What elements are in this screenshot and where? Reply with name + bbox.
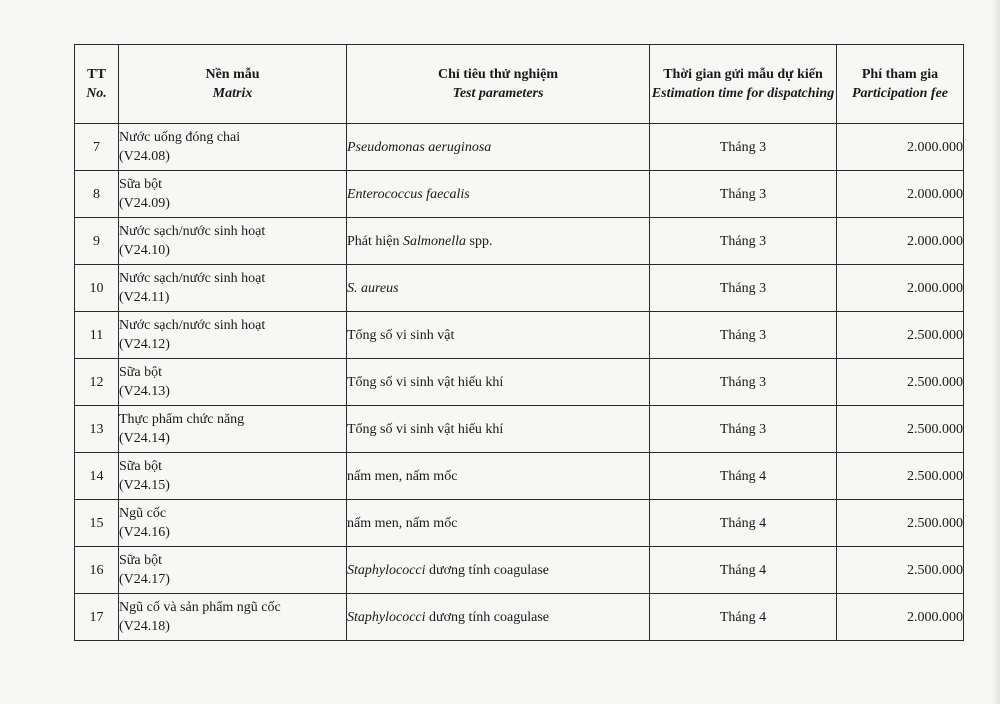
matrix-name: Nước sạch/nước sinh hoạt	[119, 224, 266, 239]
cell-fee: 2.000.000	[837, 265, 964, 312]
param-text: nấm men, nấm mốc	[347, 515, 458, 531]
table-row	[75, 171, 964, 218]
cell-fee: 2.000.000	[837, 124, 964, 171]
cell-tt: 15	[75, 500, 119, 547]
cell-dispatch-time: Tháng 3	[650, 171, 837, 218]
matrix-name: Nước sạch/nước sinh hoạt	[119, 318, 266, 333]
header-matrix	[119, 45, 347, 124]
matrix-name: Thực phẩm chức năng	[119, 412, 245, 427]
table-row	[75, 594, 964, 641]
matrix-name: Ngũ cốc	[119, 506, 167, 521]
cell-fee: 2.500.000	[837, 547, 964, 594]
param-text: nấm men, nấm mốc	[347, 468, 458, 484]
page-edge-shadow	[992, 0, 1000, 704]
header-tt	[75, 45, 119, 124]
param-text: Phát hiện	[347, 233, 403, 249]
cell-fee: 2.500.000	[837, 406, 964, 453]
matrix-name: Ngũ cố và sản phẩm ngũ cốc	[119, 600, 281, 615]
cell-dispatch-time: Tháng 3	[650, 124, 837, 171]
header-tt-vi: TT	[87, 67, 106, 82]
param-text: Tổng số vi sinh vật hiếu khí	[347, 374, 504, 390]
cell-test-parameter	[347, 312, 650, 359]
cell-matrix	[119, 171, 347, 218]
cell-tt: 14	[75, 453, 119, 500]
cell-matrix	[119, 218, 347, 265]
cell-fee: 2.500.000	[837, 453, 964, 500]
matrix-code: (V24.13)	[119, 384, 170, 399]
matrix-code: (V24.18)	[119, 619, 170, 634]
header-param-vi: Chỉ tiêu thử nghiệm	[437, 67, 559, 82]
cell-test-parameter	[347, 406, 650, 453]
cell-fee: 2.500.000	[837, 312, 964, 359]
param-suffix: dương tính coagulase	[425, 562, 549, 578]
table-row	[75, 500, 964, 547]
cell-fee: 2.500.000	[837, 359, 964, 406]
header-tt-en: No.	[86, 86, 107, 101]
cell-fee: 2.000.000	[837, 594, 964, 641]
cell-matrix	[119, 594, 347, 641]
param-suffix: spp.	[466, 233, 493, 249]
cell-test-parameter	[347, 547, 650, 594]
matrix-name: Nước uống đóng chai	[119, 130, 241, 145]
cell-dispatch-time: Tháng 4	[650, 547, 837, 594]
cell-matrix	[119, 359, 347, 406]
param-text: Tổng số vi sinh vật	[347, 327, 455, 343]
cell-fee: 2.000.000	[837, 218, 964, 265]
param-organism: Enterococcus faecalis	[347, 186, 470, 202]
cell-dispatch-time: Tháng 4	[650, 453, 837, 500]
header-matrix-vi: Nền mẫu	[205, 67, 260, 82]
matrix-code: (V24.09)	[119, 196, 170, 211]
table-header-row	[75, 45, 964, 124]
header-fee	[837, 45, 964, 124]
matrix-code: (V24.12)	[119, 337, 170, 352]
cell-tt: 9	[75, 218, 119, 265]
cell-test-parameter	[347, 359, 650, 406]
cell-tt: 16	[75, 547, 119, 594]
cell-matrix	[119, 453, 347, 500]
matrix-code: (V24.17)	[119, 572, 170, 587]
table-body	[75, 124, 964, 641]
cell-dispatch-time: Tháng 4	[650, 500, 837, 547]
cell-matrix	[119, 547, 347, 594]
cell-tt: 7	[75, 124, 119, 171]
cell-test-parameter	[347, 500, 650, 547]
matrix-code: (V24.16)	[119, 525, 170, 540]
cell-dispatch-time: Tháng 3	[650, 312, 837, 359]
matrix-name: Sữa bột	[119, 459, 162, 474]
param-organism: Salmonella	[403, 233, 466, 249]
cell-matrix	[119, 312, 347, 359]
matrix-name: Sữa bột	[119, 177, 162, 192]
matrix-code: (V24.10)	[119, 243, 170, 258]
matrix-code: (V24.14)	[119, 431, 170, 446]
matrix-code: (V24.11)	[119, 290, 170, 305]
cell-tt: 8	[75, 171, 119, 218]
param-text: Tổng số vi sinh vật hiếu khí	[347, 421, 504, 437]
table-row	[75, 453, 964, 500]
table-row	[75, 124, 964, 171]
cell-tt: 12	[75, 359, 119, 406]
cell-matrix	[119, 500, 347, 547]
table-row	[75, 265, 964, 312]
matrix-name: Nước sạch/nước sinh hoạt	[119, 271, 266, 286]
cell-matrix	[119, 265, 347, 312]
cell-tt: 10	[75, 265, 119, 312]
cell-matrix	[119, 124, 347, 171]
cell-test-parameter	[347, 265, 650, 312]
param-organism: Staphylococci	[347, 562, 426, 578]
header-time-en: Estimation time for dispatching	[651, 86, 835, 101]
cell-test-parameter	[347, 171, 650, 218]
matrix-name: Sữa bột	[119, 553, 162, 568]
table-row	[75, 359, 964, 406]
table-row	[75, 218, 964, 265]
cell-test-parameter	[347, 218, 650, 265]
matrix-code: (V24.15)	[119, 478, 170, 493]
header-time-vi: Thời gian gửi mẫu dự kiến	[663, 67, 823, 82]
header-param-en: Test parameters	[452, 86, 544, 101]
param-organism: Staphylococci	[347, 609, 426, 625]
cell-dispatch-time: Tháng 3	[650, 218, 837, 265]
header-time	[650, 45, 837, 124]
cell-test-parameter	[347, 594, 650, 641]
matrix-name: Sữa bột	[119, 365, 162, 380]
participation-fee-table	[74, 44, 964, 641]
cell-fee: 2.500.000	[837, 500, 964, 547]
matrix-code: (V24.08)	[119, 149, 170, 164]
param-organism: Pseudomonas aeruginosa	[347, 139, 492, 155]
cell-dispatch-time: Tháng 4	[650, 594, 837, 641]
cell-matrix	[119, 406, 347, 453]
header-fee-vi: Phí tham gia	[861, 67, 939, 82]
cell-tt: 17	[75, 594, 119, 641]
table-row	[75, 547, 964, 594]
header-param	[347, 45, 650, 124]
cell-fee: 2.000.000	[837, 171, 964, 218]
param-organism: S. aureus	[347, 280, 399, 296]
cell-test-parameter	[347, 124, 650, 171]
cell-dispatch-time: Tháng 3	[650, 406, 837, 453]
cell-dispatch-time: Tháng 3	[650, 359, 837, 406]
cell-dispatch-time: Tháng 3	[650, 265, 837, 312]
header-matrix-en: Matrix	[212, 86, 253, 101]
cell-tt: 11	[75, 312, 119, 359]
header-fee-en: Participation fee	[851, 86, 949, 101]
cell-tt: 13	[75, 406, 119, 453]
table-row	[75, 406, 964, 453]
table-row	[75, 312, 964, 359]
param-suffix: dương tính coagulase	[425, 609, 549, 625]
cell-test-parameter	[347, 453, 650, 500]
